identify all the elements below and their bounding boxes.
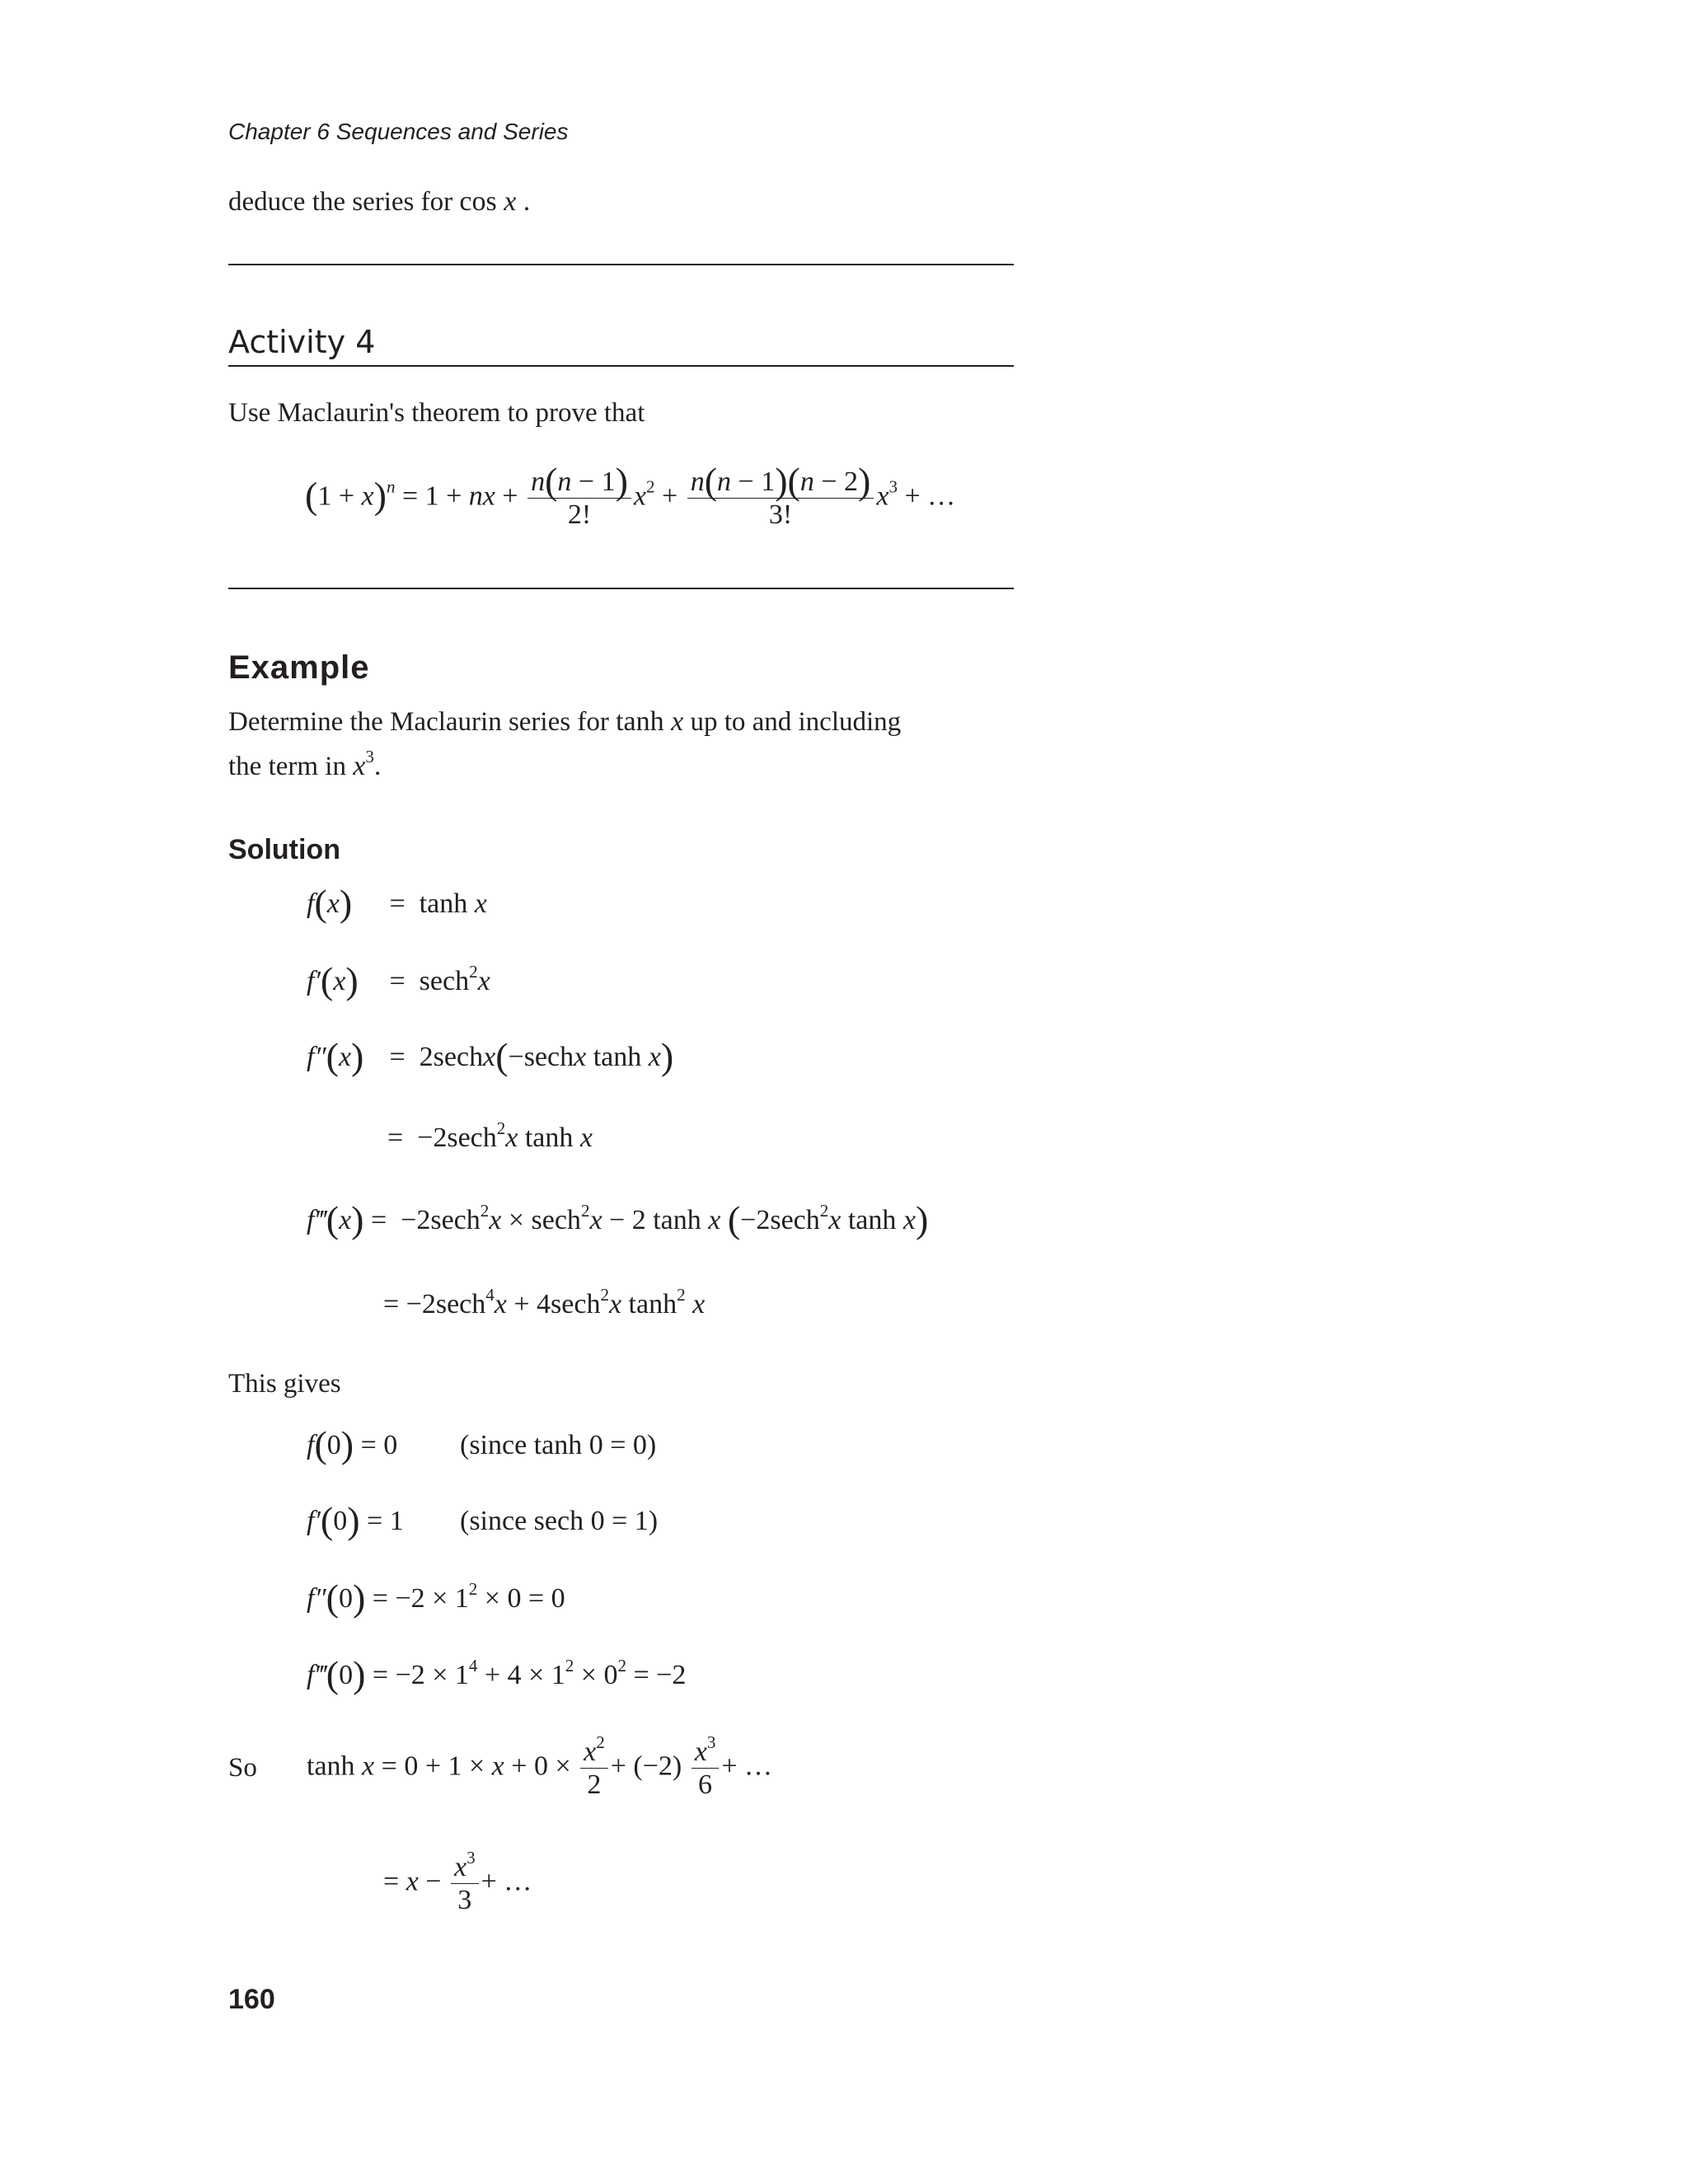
since-tanh: (since tanh 0 = 0) — [460, 1430, 657, 1460]
binomial-fraction-3: $\frac{n(n - 1)(n - 2)}{3!}$ — [687, 466, 874, 531]
page-number: 160 — [228, 1984, 275, 2015]
divider — [228, 264, 1014, 265]
binomial-series-equation: $(1 + x)^n = 1$ + nx + $\frac{n(n - 1)}{2!}$ $x^2$ + $\frac{n(n - 1)(n - 2)}{3!}$ $x^3$ + … — [305, 460, 956, 531]
derivative-f3-simplified: = −2sech$^4$x + 4sech$^2$x $\tanh^2 x$ — [383, 1285, 706, 1319]
derivative-f3: f‴(x) = −2sech$^2$x × sech$^2$x − 2 tanh x (−2sech$^2$x tanh x) — [307, 1198, 929, 1240]
example-heading: Example — [228, 649, 370, 686]
intro-text — [228, 185, 530, 219]
activity-text: Use Maclaurin's theorem to prove that — [228, 398, 645, 428]
value-f3: f‴(0) = $-2 \times 1^4 + 4 \times 1^2 \times 0^2 = -2$ — [307, 1653, 687, 1695]
derivative-f: f(x) = tanh x — [307, 882, 487, 924]
activity-title: Activity 4 — [228, 324, 376, 360]
example-text-part: the term in — [228, 752, 354, 781]
value-f2: $f''(0) = -2 \times 1^2 \times 0 = 0$ — [307, 1577, 565, 1619]
derivative-f2: f″(x) = 2sechx(−sechx tanh x) — [307, 1035, 674, 1077]
derivative-f1: f′(x) = sech$^2$x — [307, 959, 490, 1001]
value-f0: f(0) = 0 — [307, 1423, 398, 1465]
so-label: So — [228, 1753, 257, 1783]
example-text-part: up to and including — [683, 707, 902, 737]
fraction-x3-over-3: $\frac{x^3}{3}$ — [451, 1851, 479, 1916]
since-sech: (since sech 0 = 1) — [460, 1506, 659, 1536]
tanh-series-result: = x − $\frac{x^3}{3}$ + … — [383, 1848, 532, 1916]
divider — [228, 588, 1014, 589]
binomial-fraction-2: $\frac{n(n - 1)}{2!}$ — [528, 466, 631, 531]
fraction-x2-over-2: $\frac{x^2}{2}$ — [580, 1736, 608, 1801]
intro-text-label: deduce the series for — [228, 187, 460, 217]
chapter-header: Chapter 6 Sequences and Series — [228, 119, 569, 144]
solution-heading: Solution — [228, 834, 340, 865]
this-gives-text: This gives — [228, 1369, 341, 1399]
value-f1: f′(0) = 1 — [307, 1499, 404, 1541]
example-text-line2: the term in $x^3$. — [228, 747, 382, 781]
intro-math: cos x . — [459, 186, 531, 217]
activity-title-underline — [228, 365, 1014, 367]
fraction-x3-over-6: $\frac{x^3}{6}$ — [692, 1736, 720, 1801]
derivative-f2-simplified: = −2sech$^2$x tanh x — [387, 1118, 593, 1153]
example-text-part: Determine the Maclaurin series for — [228, 707, 617, 737]
tanh-series: tanh x = 0 + 1 × x + 0 × $\frac{x^2}{2}$ + (−2) $\frac{x^3}{6}$ + … — [307, 1732, 772, 1801]
example-text-line1: Determine the Maclaurin series for tanh x up to and including — [228, 706, 902, 737]
